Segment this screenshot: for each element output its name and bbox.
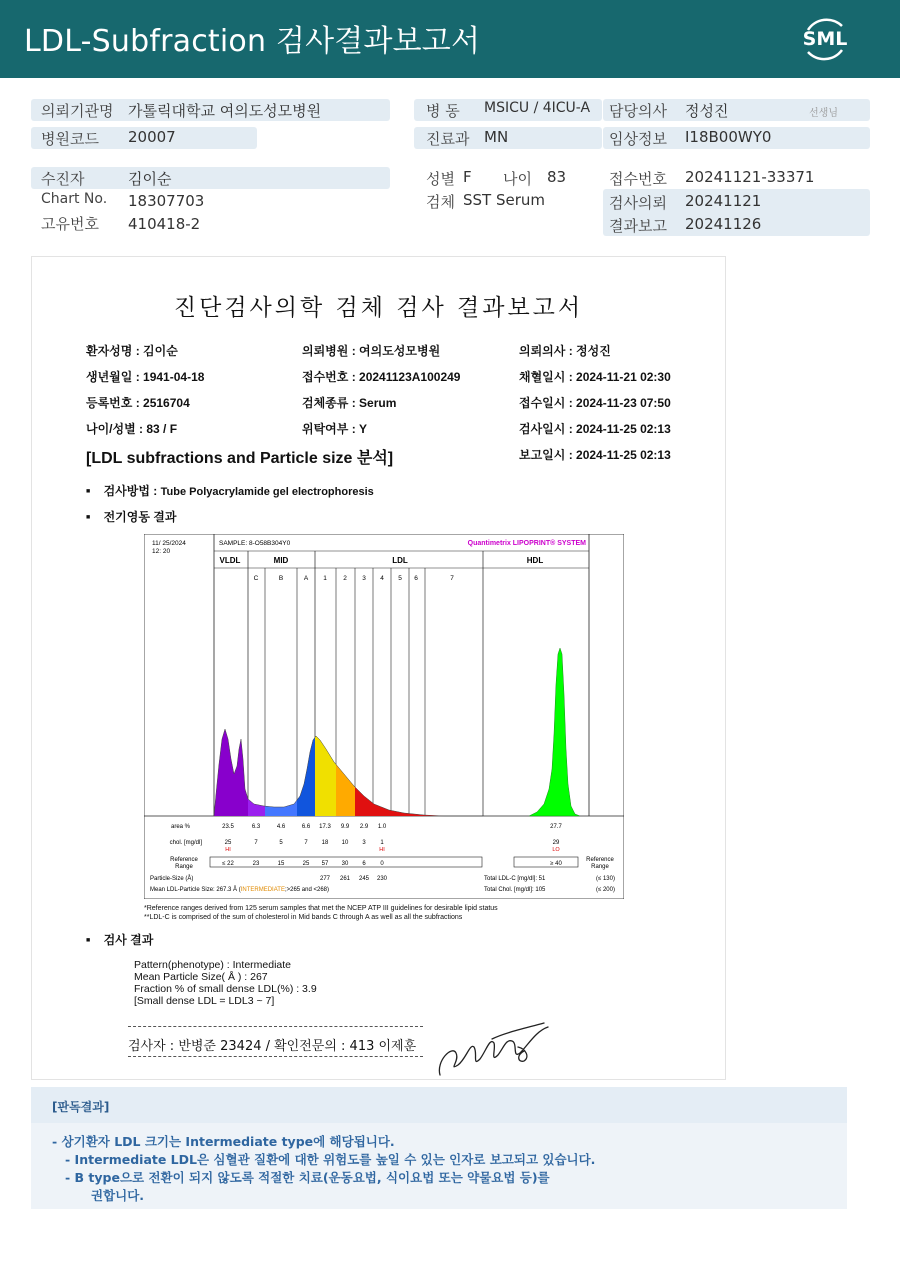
field-patient-name: 환자성명 : 김이순	[86, 344, 178, 358]
result-heading	[86, 931, 153, 948]
ref-range-value: ≤ 22	[222, 861, 234, 867]
field-reported: 보고일시 : 2024-11-25 02:13	[519, 448, 671, 462]
interpretation-header	[31, 1087, 847, 1123]
field-tested: 검사일시 : 2024-11-25 02:13	[519, 422, 671, 436]
row-label-psize: Particle-Size (Å)	[150, 876, 194, 882]
chol-value: 1	[380, 840, 384, 846]
header-title: LDL-Subfraction 검사결과보고서	[24, 24, 481, 59]
area-pct-value: 2.9	[359, 824, 369, 830]
row-label-ref: Reference	[170, 857, 198, 863]
unique-no-value: 410418-2	[128, 215, 201, 233]
particle-size-value: 277	[319, 876, 331, 882]
unique-no-label: 고유번호	[41, 215, 99, 233]
hospital-code-value: 20007	[128, 128, 176, 146]
report-date-value: 20241126	[685, 215, 762, 233]
group-label-mid: MID	[273, 556, 289, 565]
total-chol-ref: (≤ 200)	[596, 887, 615, 893]
field-req-hospital: 의뢰병원 : 여의도성모병원	[302, 344, 441, 358]
chart-time: 12: 20	[152, 548, 171, 555]
field-outsourced: 위탁여부 : Y	[302, 422, 368, 436]
ward-value: MSICU / 4ICU-A	[484, 100, 591, 116]
divider-top	[128, 1026, 423, 1027]
clinical-info-value: I18B00WY0	[685, 128, 772, 146]
field-collected: 채혈일시 : 2024-11-21 02:30	[519, 370, 671, 384]
report-title: 진단검사의학 검체 검사 결과보고서	[173, 295, 584, 321]
chol-value: 25	[224, 840, 232, 846]
ref-range-value: 23	[252, 861, 260, 867]
ward-label: 병 동	[426, 102, 460, 120]
area-pct-value: 6.6	[301, 824, 311, 830]
chol-flag: HI	[379, 847, 385, 853]
band-label-5: 5	[398, 575, 402, 582]
field-birth: 생년월일 : 1941-04-18	[86, 370, 205, 384]
ref-range-value: 30	[341, 861, 349, 867]
row-label-chol: chol. [mg/dl]	[169, 840, 202, 846]
band-label-c: C	[253, 575, 259, 582]
interpretation-line-4: 권합니다.	[91, 1188, 145, 1203]
lipoprint-chart	[144, 534, 624, 899]
field-reg-no: 등록번호 : 2516704	[86, 396, 190, 410]
clinical-info-label: 임상정보	[609, 130, 667, 148]
total-ldl-c-ref: (≤ 130)	[596, 876, 615, 882]
field-req-doctor: 의뢰의사 : 정성진	[519, 344, 611, 358]
institution-label: 의뢰기관명	[41, 102, 114, 120]
patient-value: 김이순	[128, 170, 172, 188]
doctor-value: 정성진	[685, 102, 729, 120]
row-label-area: area %	[170, 824, 190, 830]
handwritten-signature	[432, 1017, 562, 1083]
chart-system: Quantimetrix LIPOPRINT® SYSTEM	[467, 540, 586, 547]
report-header	[0, 0, 900, 78]
result-lines	[134, 959, 317, 1007]
particle-size-value: 245	[358, 876, 370, 882]
chol-value: 7	[304, 840, 308, 846]
chol-value: 7	[254, 840, 258, 846]
interpretation-line-1: - 상기환자 LDL 크기는 Intermediate type에 해당됩니다.	[52, 1134, 395, 1149]
result-small-dense: [Small dense LDL = LDL3 ~ 7]	[134, 995, 275, 1007]
group-label-hdl: HDL	[526, 556, 544, 565]
method-value: Tube Polyacrylamide gel electrophoresis	[160, 486, 374, 498]
band-label-a: A	[303, 575, 309, 582]
lab-report-document	[31, 256, 726, 1080]
electro-label: 전기영동 결과	[103, 510, 177, 524]
result-fraction: Fraction % of small dense LDL(%) : 3.9	[134, 983, 317, 995]
band-label-7: 7	[450, 575, 454, 582]
band-label-6: 6	[414, 575, 418, 582]
specimen-label: 검체	[426, 193, 455, 211]
footnote-1: *Reference ranges derived from 125 serum samples that met the NCEP ATP III guidelines for desirable lipid status	[144, 905, 498, 912]
receipt-no-value: 20241121-33371	[685, 168, 815, 186]
institution-value: 가톨릭대학교 여의도성모병원	[128, 102, 322, 120]
chol-value: 18	[321, 840, 329, 846]
group-label-ldl: LDL	[392, 556, 408, 565]
total-chol: Total Chol. [mg/dl]: 105	[484, 887, 546, 893]
ref-range-value: 25	[302, 861, 310, 867]
row-label-ref-right: Reference	[586, 857, 614, 863]
band-label-1: 1	[323, 575, 327, 582]
particle-size-value: 230	[376, 876, 388, 882]
doctor-suffix: 선생님	[809, 108, 838, 119]
patient-label: 수진자	[41, 170, 85, 188]
age-label: 나이	[503, 170, 532, 188]
chart-footnotes	[144, 904, 498, 922]
result-mean-size: Mean Particle Size( Å ) : 267	[134, 971, 268, 983]
chol-value: 29	[552, 840, 560, 846]
area-pct-value: 4.6	[276, 824, 286, 830]
interpretation-line-2: - Intermediate LDL은 심혈관 질환에 대한 위험도를 높일 수 있는 인자로 보고되고 있습니다.	[65, 1152, 596, 1167]
chart-sample: SAMPLE: 8-O58B304Y0	[219, 540, 291, 547]
section-title: [LDL subfractions and Particle size 분석]	[86, 450, 394, 467]
method-label: 검사방법 :	[103, 484, 158, 498]
ref-range-value: 15	[277, 861, 285, 867]
area-pct-value: 17.3	[319, 824, 331, 830]
band-label-b: B	[278, 575, 284, 582]
specimen-value: SST Serum	[463, 191, 546, 209]
doctor-label: 담당의사	[609, 102, 667, 120]
area-pct-value: 9.9	[340, 824, 350, 830]
mean-ldl-line: Mean LDL-Particle Size: 267.3 Å (INTERMEDIATE;>265 and <268)	[150, 887, 329, 893]
row-label-ref-2: Range	[175, 864, 193, 870]
footnote-2: **LDL-C is comprised of the sum of cholesterol in Mid bands C through A as well as all the subfractions	[144, 914, 463, 921]
band-label-2: 2	[343, 575, 347, 582]
area-pct-value: 27.7	[550, 824, 562, 830]
ref-range-value: 6	[362, 861, 366, 867]
divider-bottom	[128, 1056, 423, 1057]
hospital-code-label: 병원코드	[41, 130, 99, 148]
chol-value: 10	[341, 840, 349, 846]
area-pct-value: 1.0	[377, 824, 387, 830]
sex-value: F	[463, 168, 472, 186]
band-label-3: 3	[362, 575, 366, 582]
field-receipt: 접수번호 : 20241123A100249	[302, 370, 461, 384]
ref-range-value: 57	[321, 861, 329, 867]
band-label-4: 4	[380, 575, 384, 582]
field-specimen-type: 검체종류 : Serum	[302, 396, 397, 410]
total-ldl-c: Total LDL-C [mg/dl]: 51	[484, 876, 546, 882]
sml-logo	[794, 10, 856, 68]
interpretation-box	[31, 1087, 847, 1209]
age-value: 83	[547, 168, 567, 186]
ref-range-value: ≥ 40	[550, 861, 562, 867]
group-label-vldl: VLDL	[219, 556, 241, 565]
chol-flag: LO	[552, 847, 560, 853]
chart-no-value: 18307703	[128, 192, 205, 210]
field-received: 접수일시 : 2024-11-23 07:50	[519, 396, 671, 410]
ref-range-value: 0	[380, 861, 384, 867]
result-label: 검사 결과	[103, 933, 154, 947]
chart-date: 11/ 25/2024	[152, 540, 186, 547]
chol-value: 3	[362, 840, 366, 846]
report-date-label: 결과보고	[609, 217, 667, 235]
department-label: 진료과	[426, 130, 470, 148]
department-value: MN	[484, 128, 509, 146]
chol-flag: HI	[225, 847, 231, 853]
electro-heading	[86, 508, 176, 525]
field-age-sex: 나이/성별 : 83 / F	[86, 422, 178, 436]
receipt-no-label: 접수번호	[609, 170, 667, 188]
request-date-label: 검사의뢰	[609, 194, 667, 212]
signer-line: 검사자 : 반병준 23424 / 확인전문의 : 413 이제훈	[128, 1039, 417, 1054]
interpretation-title: [판독결과]	[52, 1100, 110, 1114]
area-pct-value: 6.3	[251, 824, 261, 830]
particle-size-value: 261	[339, 876, 351, 882]
area-pct-value: 23.5	[222, 824, 234, 830]
result-pattern: Pattern(phenotype) : Intermediate	[134, 959, 292, 971]
method-line	[86, 482, 374, 499]
row-label-ref-right-2: Range	[591, 864, 609, 870]
chol-value: 5	[279, 840, 283, 846]
sex-label: 성별	[426, 170, 455, 188]
interpretation-line-3: - B type으로 전환이 되지 않도록 적절한 치료(운동요법, 식이요법 또는 약물요법 등)를	[65, 1170, 550, 1185]
request-date-value: 20241121	[685, 192, 762, 210]
info-band	[31, 167, 390, 189]
chart-no-label: Chart No.	[41, 191, 108, 207]
logo-text: SML	[802, 28, 848, 50]
